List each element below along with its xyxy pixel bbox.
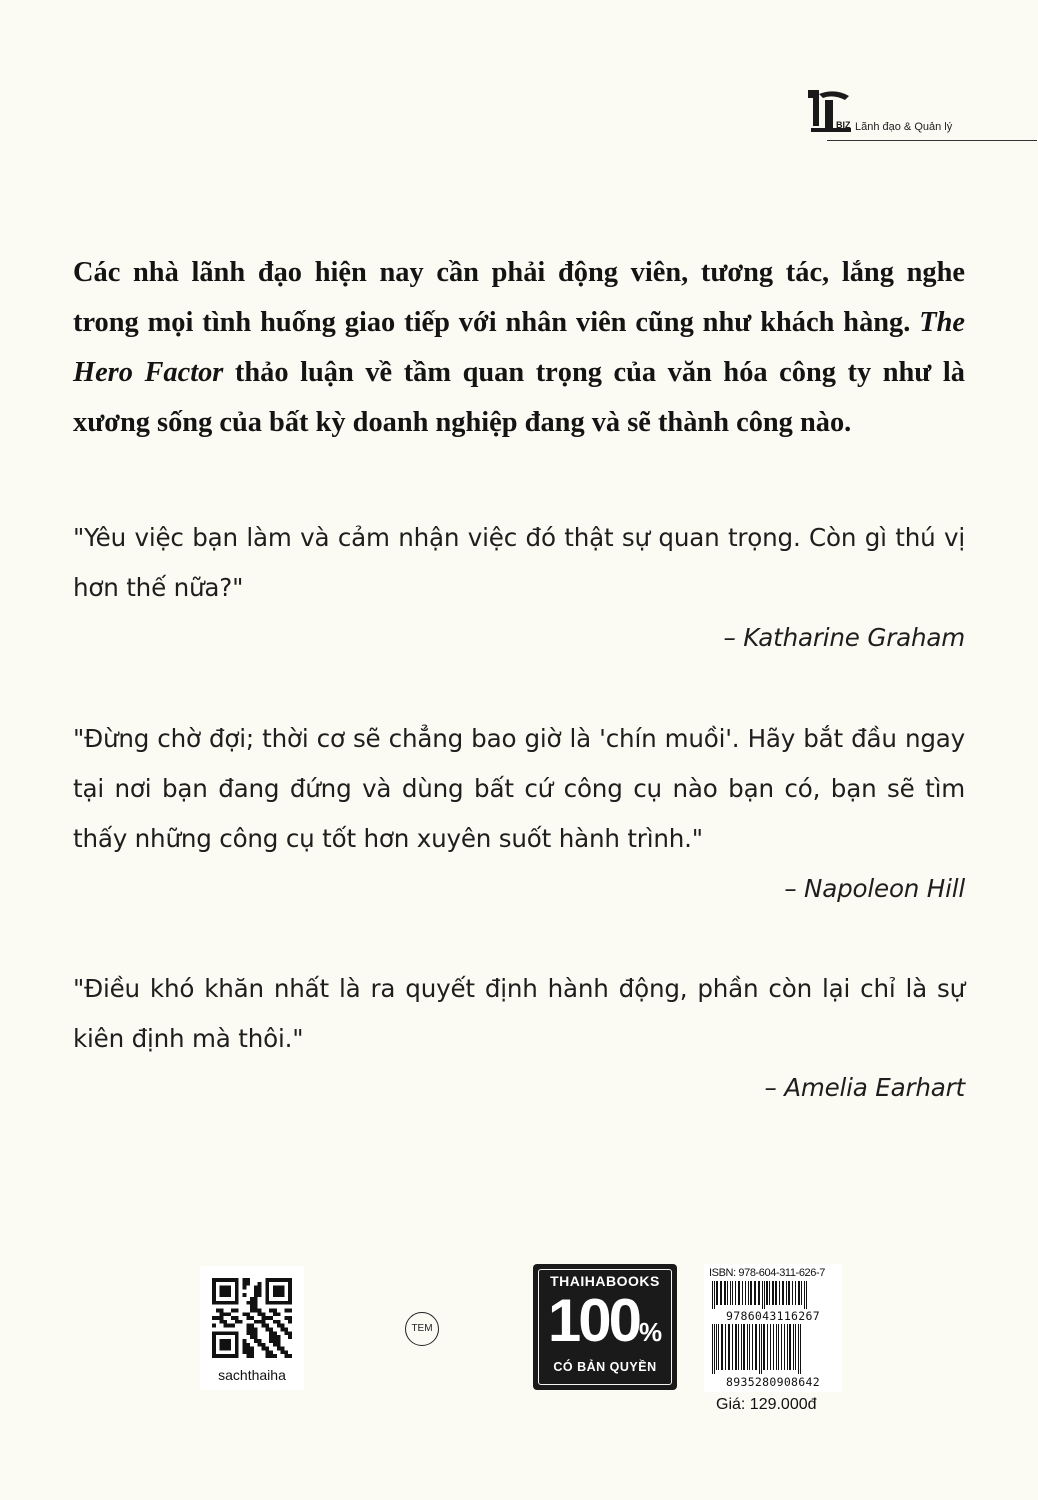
tem-stamp-icon: TEM [405, 1312, 439, 1346]
product-barcode-icon [712, 1324, 834, 1374]
qr-code-block[interactable] [200, 1266, 304, 1390]
book-title: The Hero Factor [73, 307, 965, 388]
copyright-badge [533, 1264, 677, 1390]
qr-caption: sachthaiha [218, 1367, 286, 1383]
quote-author: – Katharine Graham [723, 623, 965, 652]
series-label: Lãnh đạo & Quản lý [855, 121, 953, 133]
quote-author: – Napoleon Hill [784, 874, 965, 903]
price-label: Giá: 129.000đ [716, 1396, 817, 1413]
series-mark [805, 88, 1037, 144]
product-digits: 8935280908642 [726, 1375, 820, 1389]
quote-text: "Đừng chờ đợi; thời cơ sẽ chẳng bao giờ là 'chín muồi'. Hãy bắt đầu ngay tại nơi bạn đang đứng và dùng bất cứ công cụ nào bạn có, bạn sẽ tìm thấy những công cụ tốt hơn xuyên suốt hành trình." [73, 724, 965, 853]
barcode-block [704, 1264, 842, 1392]
badge-brand: THAIHABOOKS [550, 1273, 660, 1289]
badge-number [533, 1288, 677, 1365]
blurb-part2: thảo luận về tầm quan trọng của văn hóa công ty như là xương sống của bất kỳ doanh nghiệp đang và sẽ thành công nào. [73, 357, 965, 438]
isbn-digits: 9786043116267 [726, 1309, 820, 1323]
badge-rights: CÓ BẢN QUYỀN [553, 1360, 657, 1374]
badge-percent: % [638, 1317, 663, 1347]
blurb-part1: Các nhà lãnh đạo hiện nay cần phải động viên, tương tác, lắng nghe trong mọi tình huống giao tiếp với nhân viên cũng như khách hàng. [73, 257, 965, 338]
biz-logo-icon [805, 88, 853, 138]
isbn-barcode-icon [712, 1281, 834, 1309]
quote-author: – Amelia Earhart [764, 1073, 965, 1102]
blurb-paragraph [73, 248, 965, 448]
quote-text: "Điều khó khăn nhất là ra quyết định hành động, phần còn lại chỉ là sự kiên định mà thôi." [73, 974, 965, 1053]
quote-text: "Yêu việc bạn làm và cảm nhận việc đó thật sự quan trọng. Còn gì thú vị hơn thế nữa?" [73, 523, 965, 602]
qr-code-icon [212, 1278, 292, 1358]
isbn-label: ISBN: 978-604-311-626-7 [709, 1267, 825, 1279]
badge-number-value: 100 [547, 1287, 639, 1354]
biz-logo-text: BIZ [836, 120, 851, 130]
series-rule [827, 140, 1037, 141]
